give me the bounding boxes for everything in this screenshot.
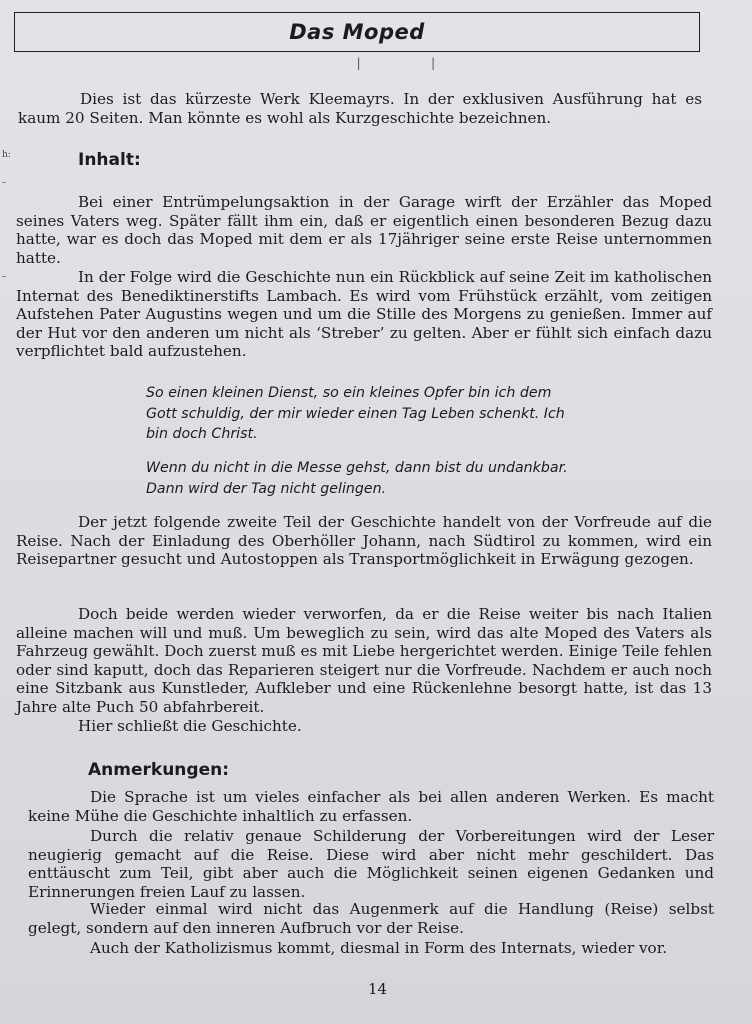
margin-mark-1: h: <box>2 150 11 160</box>
inhalt-paragraph-4: Doch beide werden wieder verworfen, da er die Reise weiter bis nach Italien alleine machen will und muß. Um beweglich zu sein, wird das alte Moped des Vaters als Fahrzeug gewählt. Doch zuerst muß es mit Liebe hergerichtet werden. Einige Teile fehlen oder sind kaputt, doch das Reparieren steigert nur die Vorfreude. Nachdem er auch noch eine Sitzbank aus Kunstleder, Aufkleber und eine Rückenlehne besorgt hatte, ist das 13 Jahre alte Puch 50 abfahrbereit. <box>16 605 712 716</box>
intro-paragraph: Dies ist das kürzeste Werk Kleemayrs. In der exklusiven Ausführung hat es kaum 20 Seiten. Man könnte es wohl als Kurzgeschichte bezeichnen. <box>18 90 702 127</box>
inhalt-paragraph-1: Bei einer Entrümpelungsaktion in der Garage wirft der Erzähler das Moped seines Vaters weg. Später fällt ihm ein, daß er eigentlich einen besonderen Bezug dazu hatte, war es doch das Moped mit dem er als 17jähriger seine erste Reise unternommen hatte. <box>16 193 712 267</box>
inhalt-heading: Inhalt: <box>78 150 141 170</box>
margin-mark-3: – <box>2 272 7 282</box>
anmerkungen-paragraph-3: Wieder einmal wird nicht das Augenmerk auf die Handlung (Reise) selbst gelegt, sondern auf den inneren Aufbruch vor der Reise. <box>28 900 714 937</box>
inhalt-paragraph-3: Der jetzt folgende zweite Teil der Geschichte handelt von der Vorfreude auf die Reise. Nach der Einladung des Oberhöller Johann, nach Südtirol zu kommen, wird ein Reisepartner gesucht und Autostoppen als Transportmöglichkeit in Erwägung gezogen. <box>16 513 712 569</box>
anmerkungen-paragraph-1: Die Sprache ist um vieles einfacher als bei allen anderen Werken. Es macht keine Mühe die Geschichte inhaltlich zu erfassen. <box>28 788 714 825</box>
anmerkungen-paragraph-2: Durch die relativ genaue Schilderung der Vorbereitungen wird der Leser neugierig gemacht auf die Reise. Diese wird aber nicht mehr geschildert. Das enttäuscht zum Teil, gibt aber auch die Möglichkeit seinen eigenen Gedanken und Erinnerungen freien Lauf zu lassen. <box>28 827 714 901</box>
page-number: 14 <box>368 980 388 998</box>
inhalt-paragraph-5: Hier schließt die Geschichte. <box>78 717 302 735</box>
quote-1: So einen kleinen Dienst, so ein kleines Opfer bin ich dem Gott schuldig, der mir wieder einen Tag Leben schenkt. Ich bin doch Christ. <box>146 385 565 442</box>
inhalt-paragraph-2: In der Folge wird die Geschichte nun ein Rückblick auf seine Zeit im katholischen Internat des Benediktinerstifts Lambach. Es wird vom Frühstück erzählt, vom zeitigen Aufstehen Pater Augustins wegen und um die Stille des Morgens zu genießen. Immer auf der Hut vor den anderen um nicht als ‘Streber’ zu gelten. Aber er fühlt sich einfach dazu verpflichtet bald aufzustehen. <box>16 268 712 361</box>
stray-marks: | | <box>355 56 467 70</box>
anmerkungen-paragraph-4: Auch der Katholizismus kommt, diesmal in Form des Internats, wieder vor. <box>90 939 668 957</box>
page-title: Das Moped <box>289 20 425 44</box>
title-box <box>14 12 700 52</box>
margin-mark-2: – <box>2 178 7 188</box>
quote-2: Wenn du nicht in die Messe gehst, dann bist du undankbar. Dann wird der Tag nicht gelingen. <box>146 460 568 497</box>
anmerkungen-heading: Anmerkungen: <box>88 760 229 780</box>
